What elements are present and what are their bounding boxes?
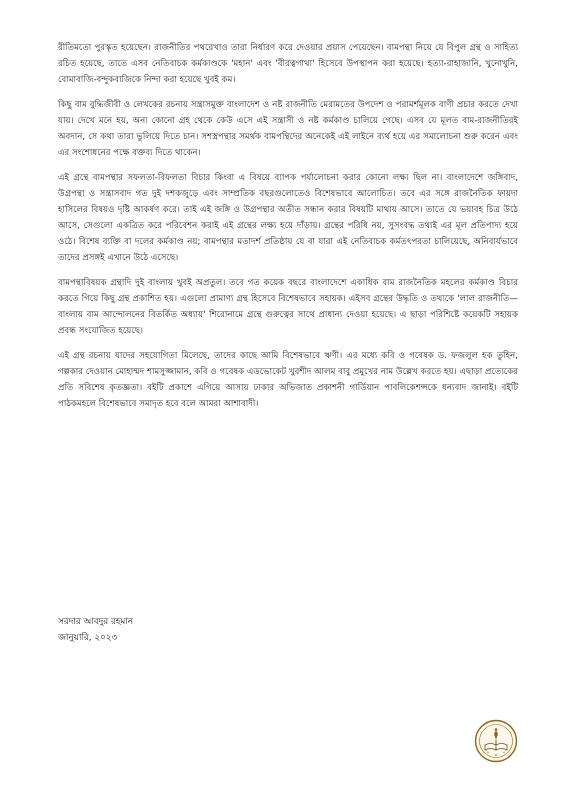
author-signature <box>58 614 358 646</box>
paragraph-2: কিছু বাম বুদ্ধিজীবী ও লেখকের রচনায় সন্ত্রাসমুক্ত বাংলাদেশ ও নষ্ট রাজনীতি মেরামতের উপদেশ ও পরামর্শমূলক বাণী প্রচার করতে দেখা যায়। দেখে মনে হয়, অন্য কোনো গ্রহ থেকে কেউ এসে এই সন্ত্রাসী ও নষ্ট কর্মকাণ্ড চালিয়ে গেছে। এসব যে মূলত বাম-রাজনীতিরই অবদান, সে কথা তারা ভুলিয়ে দিতে চান। সশস্ত্রপন্থার সমর্থক বামপন্থিদের অনেকেই এই লাইনে ব্যর্থ হয়ে এর সমালোচনা শুরু করেন এবং এর সংশোধনের পক্ষে বক্তব্য দিতে থাকেন। <box>58 100 518 158</box>
library-seal-icon <box>474 719 518 763</box>
preface-body <box>58 40 518 421</box>
paragraph-5: এই গ্রন্থ রচনায় যাদের সহযোগিতা মিলেছে, তাদের কাছে আমি বিশেষভাবে ঋণী। এর মধ্যে কবি ও গবেষক ড. ফজলুল হক তুহিন, গল্পকার দেওয়ান মোহাম্মদ শামসুজ্জামান, কবি ও গবেষক এডভোকেট খুরশীদ আলম বাবু প্রমুখের নাম উল্লেখ করতে হয়। এছাড়া প্রত্যেকের প্রতি সবিশেষ কৃতজ্ঞতা। বইটি প্রকাশে এগিয়ে আসায় ঢাকার অভিজাত প্রকাশনী গার্ডিয়ান পাবলিকেশন্সকে ধন্যবাদ জানাই। বইটি পাঠকমহলে বিশেষভাবে সমাদৃত হবে বলে আমরা আশাবাদী। <box>58 351 518 409</box>
paragraph-1: রীতিমতো পুরস্কৃত হয়েছেন। রাজনীতির পথরেখাও তারা নির্ধারণ করে দেওয়ার প্রয়াস পেয়েছেন। বামপন্থা নিয়ে যে বিপুল গ্রন্থ ও সাহিত্য রচিত হয়েছে, তাতে এসব নেতিবাচক কর্মকাণ্ডকে 'মহান' এবং 'বীরত্বগাথা' হিসেবে উপস্থাপন করা হয়েছে। হত্যা-রাহাজানি, খুনোখুনি, বোমাবাজি-বন্দুকবাজিকে নিন্দা করা হয়েছে খুবই কম। <box>58 43 518 85</box>
paragraph-4: বামপন্থাবিষয়ক গ্রন্থাদি দুই বাংলায় খুবই অপ্রতুল। তবে গত কয়েক বছরে বাংলাদেশে একাধিক বাম রাজনৈতিক মহলের কর্মকাণ্ড বিচার করতে গিয়ে কিছু গ্রন্থ প্রকাশিত হয়। এগুলো প্রামাণ্য গ্রন্থ হিসেবে বিশেষভাবে সহায়ক। এইসব গ্রন্থের উদ্ধৃতি ও তথ্যকে 'লাল রাজনীতি—বাংলায় বাম আন্দোলনের বিতর্কিত অধ্যায়' শিরোনামে গ্রন্থে গুরুত্বের সাথে প্রাধান্য দেওয়া হয়েছে। এ ছাড়া পরিশিষ্টে কয়েকটি সহায়ক প্রবন্ধ সংযোজিত হয়েছে। <box>58 278 518 336</box>
paragraph-3: এই গ্রন্থে বামপন্থার সফলতা-বিফলতা বিচার কিংবা এ বিষয়ে ব্যাপক পর্যালোচনা করার কোনো লক্ষ্য ছিল না। বাংলাদেশে জঙ্গিবাদ, উগ্রপন্থা ও সন্ত্রাসবাদ গত দুই দশকজুড়ে এবং সাম্প্রতিক বছরগুলোতেও বিশেষভাবে আলোচিত। তবে এর সঙ্গে রাজনৈতিক ফায়দা হাসিলের বিষয়ও দৃষ্টি আকর্ষণ করে। তাই এই জঙ্গি ও উগ্রপন্থার অতীত সন্ধান করার বিষয়টি মাথায় আসে। তাতে যে ভয়াবহ চিত্র উঠে আসে, সেগুলো একত্রিত করে পরিবেশন করাই এই গ্রন্থের লক্ষ্য হয়ে দাঁড়ায়। গ্রন্থের পরিধি নয়, সুসংবদ্ধ তথ্যই এর মূল প্রতিপাদ্য হয়ে ওঠে। বিশেষ ব্যক্তি বা দলের কর্মকাণ্ড নয়; বামপন্থার মতাদর্শ প্রতিষ্ঠায় যে বা যারা এই নেতিবাচক কর্মতৎপরতা চালিয়েছে, অনিবার্যভাবে তাদের প্রসঙ্গই এখানে উঠে এসেছে। <box>58 173 518 263</box>
seal-graphic <box>474 719 518 763</box>
author-name: সরদার আবদুর রহমান <box>58 617 134 627</box>
signature-date: জানুয়ারি, ২০২৩ <box>58 633 118 643</box>
